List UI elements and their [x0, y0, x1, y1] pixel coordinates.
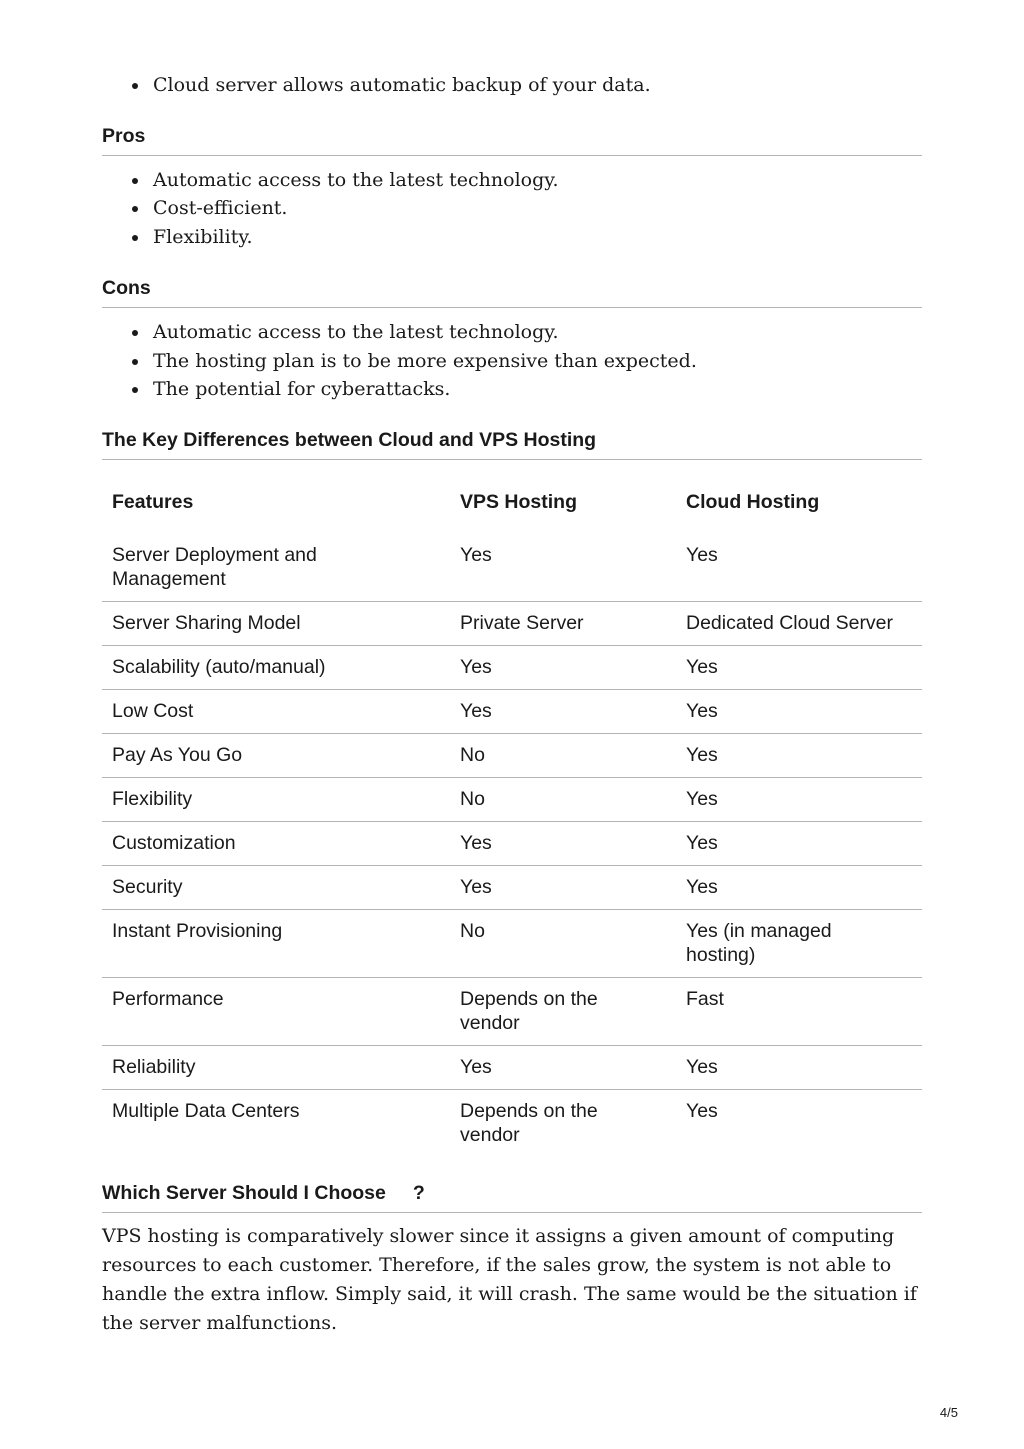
table-cell-vps: Private Server	[450, 601, 676, 645]
table-cell-cloud: Yes	[676, 1089, 922, 1157]
list-item: Automatic access to the latest technology.	[102, 318, 922, 347]
list-item: Cost-efficient.	[102, 194, 922, 223]
table-row	[102, 821, 922, 865]
cons-heading: Cons	[102, 276, 922, 308]
choose-heading-question-mark: ?	[412, 1181, 425, 1204]
document-page	[102, 0, 922, 1338]
table-cell-cloud: Yes	[676, 777, 922, 821]
column-header-features: Features	[112, 490, 194, 513]
table-cell-feature: Low Cost	[102, 689, 450, 733]
table-row	[102, 909, 922, 977]
table-row	[102, 1089, 922, 1157]
table-cell-vps: Yes	[450, 821, 676, 865]
column-header-cloud: Cloud Hosting	[686, 490, 820, 513]
table-cell-vps: No	[450, 733, 676, 777]
table-cell-vps: Yes	[460, 543, 492, 566]
table-cell-vps: Yes	[450, 865, 676, 909]
table-row	[102, 534, 922, 602]
table-cell-vps: Depends on the vendor	[450, 1089, 676, 1157]
table-row	[102, 865, 922, 909]
comparison-table	[102, 480, 922, 1157]
list-item: Flexibility.	[102, 223, 922, 252]
table-cell-feature: Server Deployment and Management	[112, 543, 317, 590]
table-cell-feature: Multiple Data Centers	[102, 1089, 450, 1157]
table-row	[102, 977, 922, 1045]
table-cell-feature: Flexibility	[102, 777, 450, 821]
table-cell-vps: No	[450, 777, 676, 821]
choose-heading-text: Which Server Should I Choose	[102, 1181, 386, 1204]
choose-paragraph: VPS hosting is comparatively slower since it assigns a given amount of computing resources to each customer. Therefore, if the sales grow, the system is not able to handle the extra inflow. Simply said, it will crash. The same would be the situation if the server malfunctions.	[102, 1224, 917, 1334]
table-cell-feature: Reliability	[102, 1045, 450, 1089]
table-cell-vps: Yes	[450, 645, 676, 689]
table-cell-cloud: Yes	[676, 1045, 922, 1089]
table-cell-cloud: Yes	[676, 689, 922, 733]
list-item: Automatic access to the latest technology.	[102, 166, 922, 195]
table-cell-cloud: Yes	[676, 865, 922, 909]
table-cell-feature: Security	[102, 865, 450, 909]
table-cell-cloud: Yes	[676, 645, 922, 689]
table-cell-vps: Yes	[450, 689, 676, 733]
table-cell-cloud: Yes	[676, 733, 922, 777]
table-cell-cloud: Yes	[686, 543, 718, 566]
table-cell-feature: Server Sharing Model	[102, 601, 450, 645]
table-row	[102, 645, 922, 689]
column-header-vps: VPS Hosting	[460, 490, 578, 513]
table-cell-cloud: Yes (in managed hosting)	[676, 909, 922, 977]
table-cell-feature: Customization	[102, 821, 450, 865]
intro-bullet-list	[102, 71, 922, 100]
table-cell-cloud: Dedicated Cloud Server	[676, 601, 922, 645]
list-item: The hosting plan is to be more expensive than expected.	[102, 347, 922, 376]
differences-heading: The Key Differences between Cloud and VPS Hosting	[102, 428, 922, 460]
pros-list	[102, 166, 922, 252]
cons-list	[102, 318, 922, 404]
table-cell-feature: Scalability (auto/manual)	[102, 645, 450, 689]
table-cell-feature: Instant Provisioning	[102, 909, 450, 977]
list-item: Cloud server allows automatic backup of your data.	[102, 71, 922, 100]
table-row	[102, 1045, 922, 1089]
table-row	[102, 777, 922, 821]
table-header-row	[102, 480, 922, 534]
table-body	[102, 534, 922, 1157]
page-number: 4/5	[939, 1405, 958, 1420]
table-row	[102, 689, 922, 733]
table-cell-feature: Performance	[102, 977, 450, 1045]
table-cell-vps: No	[450, 909, 676, 977]
table-cell-vps: Yes	[450, 1045, 676, 1089]
table-row	[102, 733, 922, 777]
table-cell-cloud: Yes	[676, 821, 922, 865]
choose-heading	[102, 1181, 922, 1213]
list-item: The potential for cyberattacks.	[102, 375, 922, 404]
table-cell-cloud: Fast	[676, 977, 922, 1045]
pros-heading: Pros	[102, 124, 922, 156]
table-cell-feature: Pay As You Go	[102, 733, 450, 777]
table-row	[102, 601, 922, 645]
table-cell-vps: Depends on the vendor	[450, 977, 676, 1045]
